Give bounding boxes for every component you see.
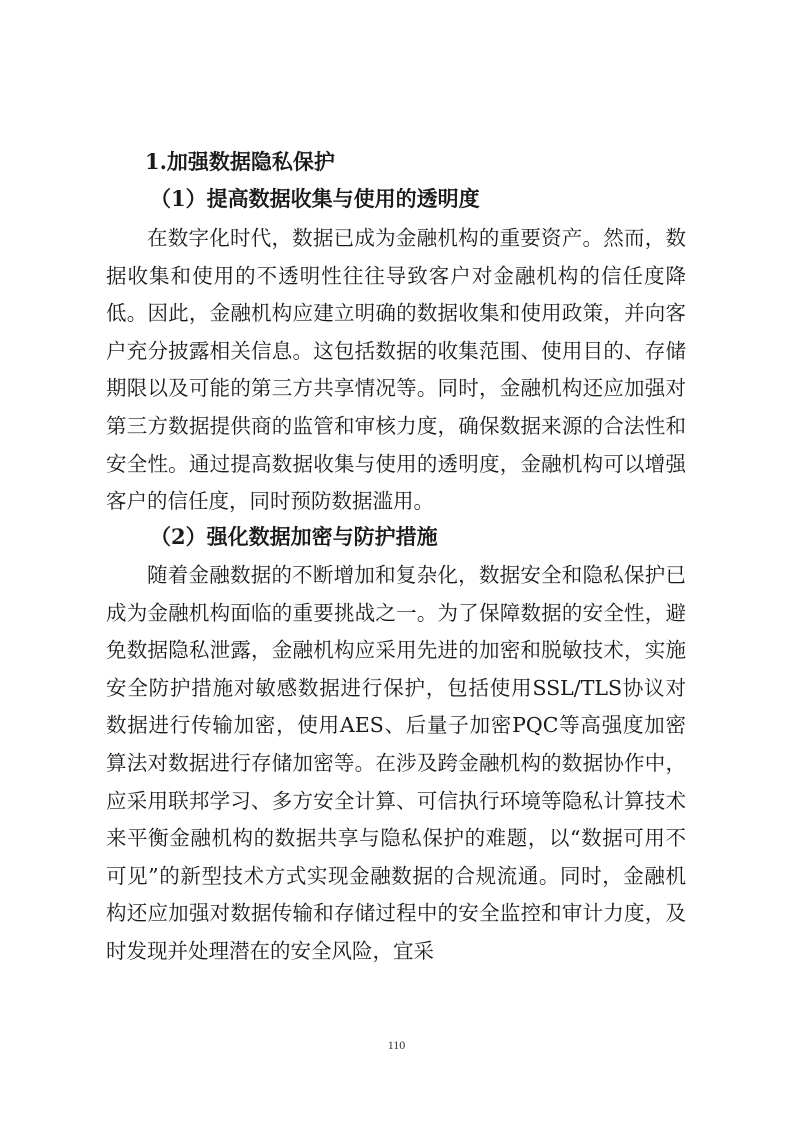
paragraph-1: 在数字化时代，数据已成为金融机构的重要资产。然而，数据收集和使用的不透明性往往导致客户对金融机构的信任度降低。因此，金融机构应建立明确的数据收集和使用政策，并向客户充分披露相关信息。这包括数据的收集范围、使用目的、存储期限以及可能的第三方共享情况等。同时，金融机构还应加强对第三方数据提供商的监管和审核力度，确保数据来源的合法性和安全性。通过提高数据收集与使用的透明度，金融机构可以增强客户的信任度，同时预防数据滥用。 <box>106 226 686 514</box>
page-number: 110 <box>387 1038 406 1052</box>
paragraph-2: 随着金融数据的不断增加和复杂化，数据安全和隐私保护已成为金融机构面临的重要挑战之一。为了保障数据的安全性，避免数据隐私泄露，金融机构应采用先进的加密和脱敏技术，实施安全防护措施对敏感数据进行保护，包括使用SSL/TLS协议对数据进行传输加密，使用AES、后量子加密PQC等高强度加密算法对数据进行存储加密等。在涉及跨金融机构的数据协作中，应采用联邦学习、多方安全计算、可信执行环境等隐私计算技术来平衡金融机构的数据共享与隐私保护的难题，以“数据可用不可见”的新型技术方式实现金融数据的合规流通。同时，金融机构还应加强对数据传输和存储过程中的安全监控和审计力度，及时发现并处理潜在的安全风险，宜采 <box>106 563 686 963</box>
subsection-heading-2: （2）强化数据加密与防护措施 <box>150 524 438 549</box>
subsection-heading-1: （1）提高数据收集与使用的透明度 <box>150 186 480 211</box>
section-heading: 1.加强数据隐私保护 <box>145 149 335 174</box>
